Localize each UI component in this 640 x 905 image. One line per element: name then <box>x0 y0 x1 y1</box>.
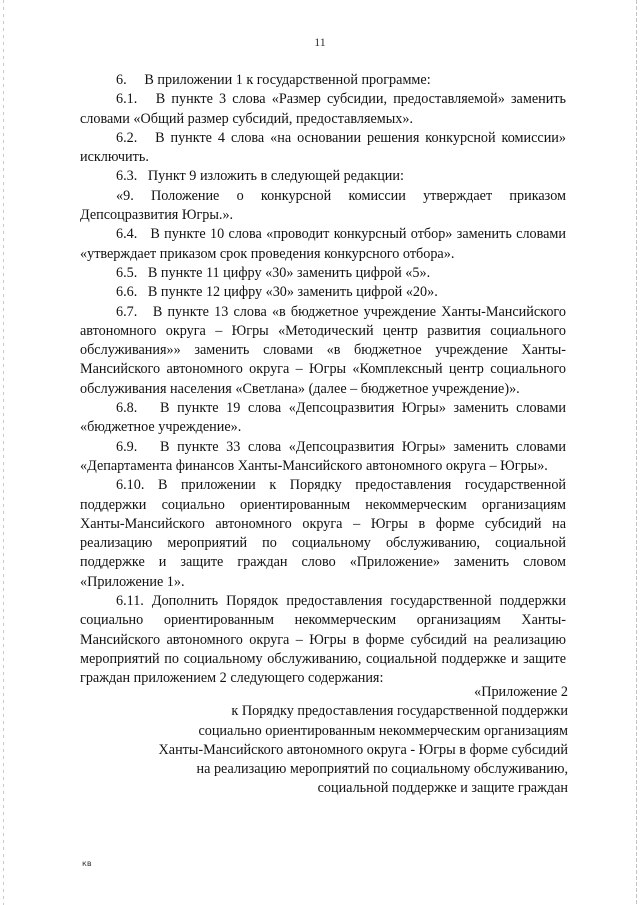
paragraph-6-1: 6.1. В пункте 3 слова «Размер субсидии, предоставляемой» заменить словами «Общий размер субсидий, предоставляемых». <box>80 91 566 127</box>
footer-initials: кв <box>82 859 92 868</box>
paragraph-6-5: 6.5. В пункте 11 цифру «30» заменить цифрой «5». <box>116 264 431 281</box>
paragraph-6-9: 6.9. В пункте 33 слова «Депсоцразвития Югры» заменить словами «Департамента финансов Ханты-Мансийского автономного округа – Югры». <box>80 438 566 474</box>
scan-edge-right <box>636 0 637 905</box>
paragraph-6-4: 6.4. В пункте 10 слова «проводит конкурсный отбор» заменить словами «утверждает приказом срок проведения конкурсного отбора». <box>80 226 566 262</box>
appendix-line: социальной поддержке и защите граждан <box>317 780 568 797</box>
paragraph-6-7: 6.7. В пункте 13 слова «в бюджетное учреждение Ханты-Мансийского автономного округа – Югры «Методический центр развития социального обслуживания»» заменить словами «в бюджетное учреждение Ханты-Мансийского автономного округа – Югры «Комплексный центр социального обслуживания населения «Светлана» (далее – бюджетное учреждение)». <box>80 303 566 397</box>
paragraph-6: 6. В приложении 1 к государственной программе: <box>116 72 431 88</box>
paragraph-6-2: 6.2. В пункте 4 слова «на основании решения конкурсной комиссии» исключить. <box>80 129 566 166</box>
appendix-line: Ханты-Мансийского автономного округа - Югры в форме субсидий <box>158 741 568 758</box>
paragraph-6-8: 6.8. В пункте 19 слова «Депсоцразвития Югры» заменить словами «бюджетное учреждение». <box>80 400 566 436</box>
paragraph-6-11: 6.11. Дополнить Порядок предоставления государственной поддержки социально ориентированным некоммерческим организациям Ханты-Мансийского автономного округа – Югры в форме субсидий на реализацию мероприятий по социальному обслуживанию, социальной поддержке и защите граждан приложением 2 следующего содержания: <box>80 593 566 687</box>
appendix-line: социально ориентированным некоммерческим организациям <box>198 722 568 739</box>
paragraph-6-10: 6.10. В приложении к Порядку предоставления государственной поддержки социально ориентированным некоммерческим организациям Ханты-Мансийского автономного округа – Югры в форме субсидий на реализацию мероприятий по социальному обслуживанию, социальной поддержке и защите граждан слово «Приложение» заменить словом «Приложение 1». <box>80 477 566 590</box>
appendix-line: к Порядку предоставления государственной поддержки <box>231 703 568 720</box>
paragraph-quote-9: «9. Положение о конкурсной комиссии утверждает приказом Депсоцразвития Югры.». <box>80 187 566 224</box>
appendix-heading <box>110 683 568 799</box>
paragraph-6-3: 6.3. Пункт 9 изложить в следующей редакции: <box>116 168 404 185</box>
appendix-line: на реализацию мероприятий по социальному обслуживанию, <box>196 761 568 778</box>
appendix-line-title: «Приложение 2 <box>474 684 568 700</box>
scan-edge-left <box>3 0 4 905</box>
document-body <box>80 71 566 689</box>
paragraph-6-6: 6.6. В пункте 12 цифру «30» заменить цифрой «20». <box>116 284 438 301</box>
page-number: 11 <box>314 35 326 49</box>
